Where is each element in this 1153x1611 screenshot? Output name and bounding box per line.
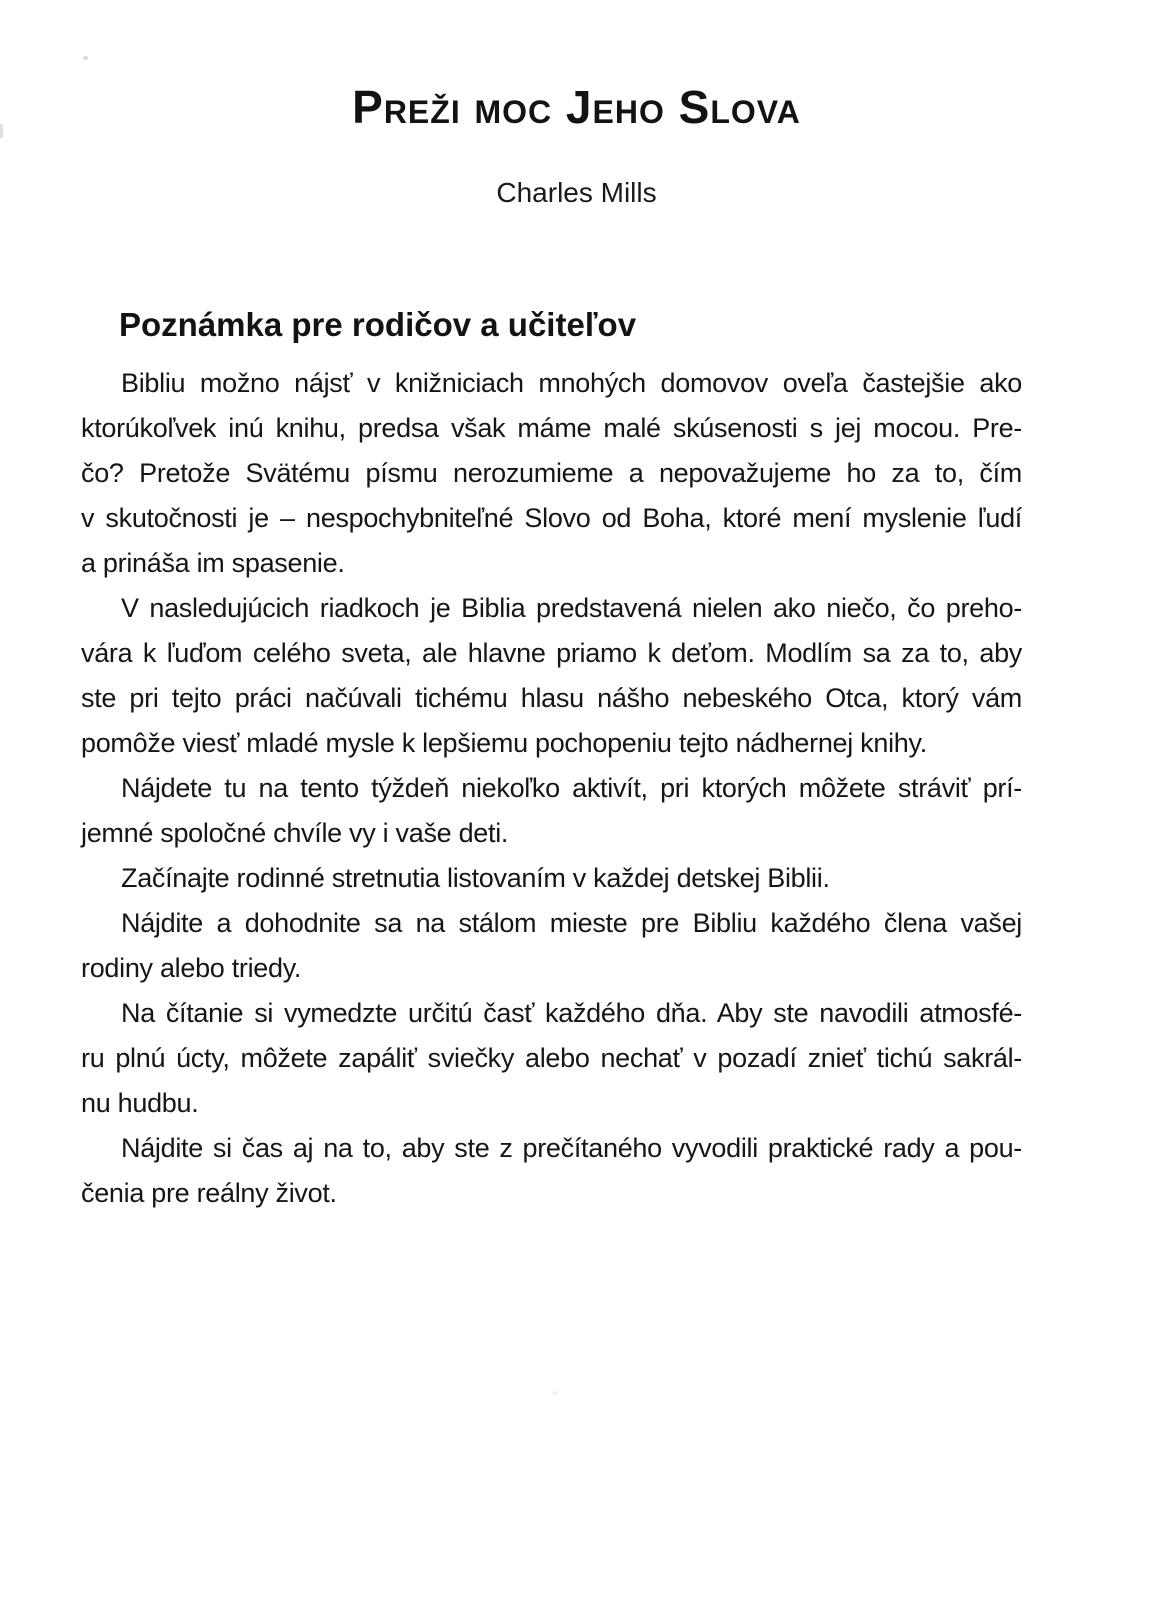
- text-line: Začínajte rodinné stretnutia listovaním v každej detskej Biblii.: [121, 863, 830, 893]
- author-name: Charles Mills: [496, 177, 657, 208]
- text-line: a prináša im spasenie.: [81, 548, 345, 578]
- text-line: V nasledujúcich riadkoch je Biblia predstavená nielen ako niečo, čo preho-: [121, 593, 1022, 623]
- section-heading: Poznámka pre rodičov a učiteľov: [119, 306, 637, 343]
- scan-speck: [553, 1391, 557, 1395]
- text-line: Nájdite si čas aj na to, aby ste z prečítaného vyvodili praktické rady a pou-: [121, 1133, 1022, 1163]
- text-line: ktorúkoľvek inú knihu, predsa však máme malé skúsenosti s jej mocou. Pre-: [81, 413, 1022, 443]
- body-text: [81, 361, 1022, 1216]
- paragraph: [81, 901, 1022, 991]
- scan-edge-mark: [0, 124, 3, 138]
- text-line: rodiny alebo triedy.: [81, 953, 302, 983]
- scan-speck: [83, 56, 88, 60]
- text-line: vára k ľuďom celého sveta, ale hlavne priamo k deťom. Modlím sa za to, aby: [81, 638, 1022, 668]
- text-line: v skutočnosti je – nespochybniteľné Slovo od Boha, ktoré mení myslenie ľudí: [81, 503, 1022, 533]
- paragraph: [81, 586, 1022, 766]
- text-line: nu hudbu.: [81, 1088, 199, 1118]
- paragraph: [81, 856, 1022, 901]
- paragraph: [81, 991, 1022, 1126]
- text-line: Bibliu možno nájsť v knižniciach mnohých domovov oveľa častejšie ako: [121, 368, 1022, 398]
- text-line: Nájdite a dohodnite sa na stálom mieste pre Bibliu každého člena vašej: [121, 908, 1022, 938]
- text-line: pomôže viesť mladé mysle k lepšiemu pochopeniu tejto nádhernej knihy.: [81, 728, 927, 758]
- text-line: čenia pre reálny život.: [81, 1178, 337, 1208]
- paragraph: [81, 361, 1022, 586]
- text-line: Na čítanie si vymedzte určitú časť každého dňa. Aby ste navodili atmosfé-: [121, 998, 1022, 1028]
- text-line: jemné spoločné chvíle vy i vaše deti.: [81, 818, 509, 848]
- text-line: čo? Pretože Svätému písmu nerozumieme a nepovažujeme ho za to, čím: [81, 458, 1022, 488]
- text-line: ste pri tejto práci načúvali tichému hlasu nášho nebeského Otca, ktorý vám: [81, 683, 1022, 713]
- page-title: Preži moc Jeho Slova: [352, 81, 801, 133]
- paragraph: [81, 766, 1022, 856]
- text-line: ru plnú úcty, môžete zapáliť sviečky alebo nechať v pozadí znieť tichú sakrál-: [81, 1043, 1022, 1073]
- paragraph: [81, 1126, 1022, 1216]
- text-line: Nájdete tu na tento týždeň niekoľko aktivít, pri ktorých môžete stráviť prí-: [121, 773, 1022, 803]
